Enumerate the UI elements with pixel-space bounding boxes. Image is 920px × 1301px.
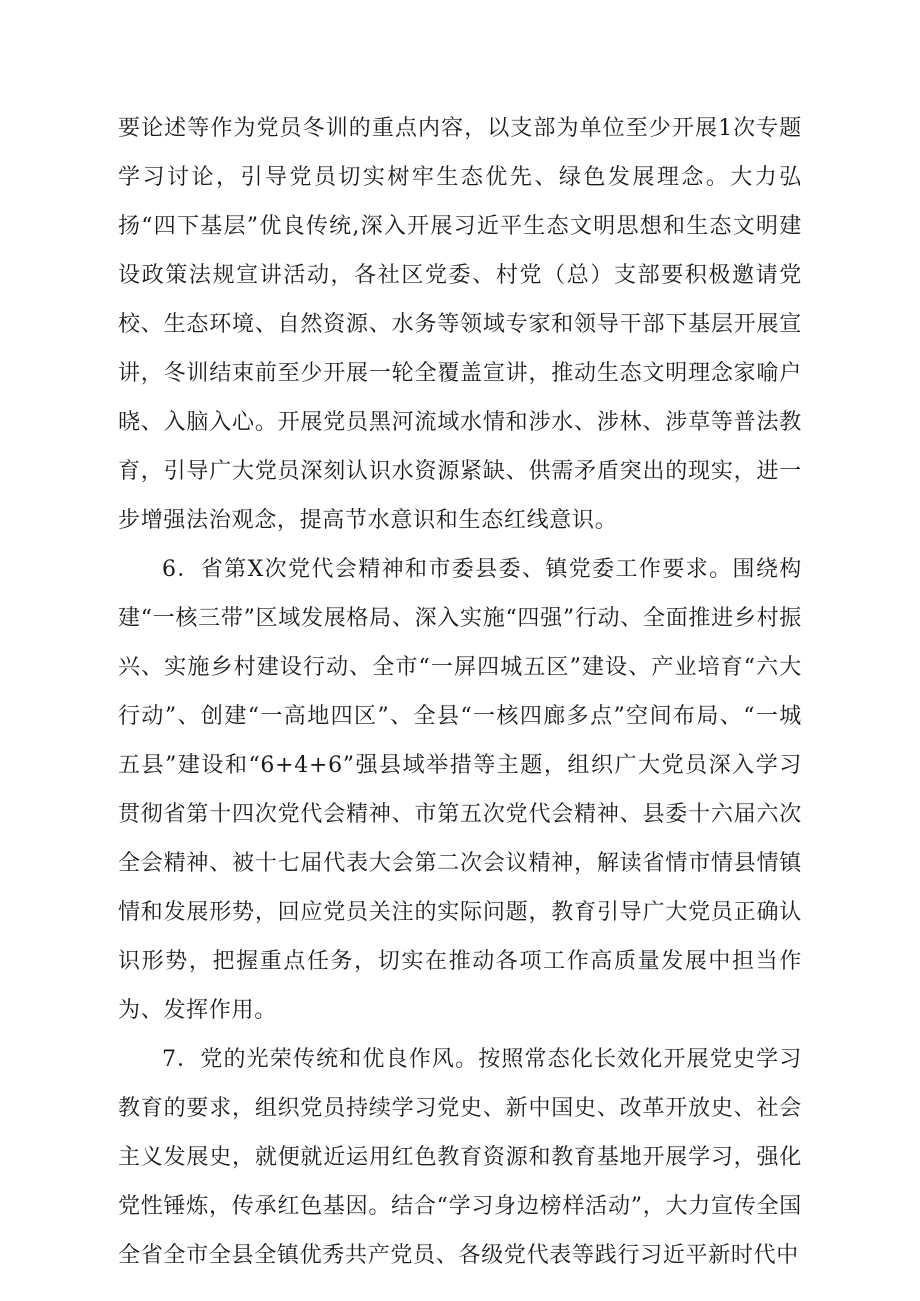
document-body xyxy=(118,104,802,1280)
paragraph-item-7: 7．党的光荣传统和优良作风。按照常态化长效化开展党史学习教育的要求，组织党员持续学习党史、新中国史、改革开放史、社会主义发展史，就便就近运用红色教育资源和教育基地开展学习，强化党性锤炼，传承红色基因。结合“学习身边榜样活动”，大力宣传全国全省全市全县全镇优秀共产党员、各级党代表等践行习近平新时代中 xyxy=(118,1047,802,1268)
paragraph-continuation: 要论述等作为党员冬训的重点内容，以支部为单位至少开展1次专题学习讨论，引导党员切实树牢生态优先、绿色发展理念。大力弘扬“四下基层”优良传统,深入开展习近平生态文明思想和生态文明建设政策法规宣讲活动，各社区党委、村党（总）支部要积极邀请党校、生态环境、自然资源、水务等领域专家和领导干部下基层开展宣讲，冬训结束前至少开展一轮全覆盖宣讲，推动生态文明理念家喻户晓、入脑入心。开展党员黑河流域水情和涉水、涉林、涉草等普法教育，引导广大党员深刻认识水资源紧缺、供需矛盾突出的现实，进一步增强法治观念，提高节水意识和生态红线意识。 xyxy=(118,116,802,533)
paragraph-item-6: 6．省第X次党代会精神和市委县委、镇党委工作要求。围绕构建“一核三带”区域发展格局、深入实施“四强”行动、全面推进乡村振兴、实施乡村建设行动、全市“一屏四城五区”建设、产业培育“六大行动”、创建“一高地四区”、全县“一核四廊多点”空间布局、“一城五县”建设和“6+4+6”强县域举措等主题，组织广大党员深入学习贯彻省第十四次党代会精神、市第五次党代会精神、县委十六届六次全会精神、被十七届代表大会第二次会议精神，解读省情市情县情镇情和发展形势，回应党员关注的实际问题，教育引导广大党员正确认识形势，把握重点任务，切实在推动各项工作高质量发展中担当作为、发挥作用。 xyxy=(118,557,802,1023)
